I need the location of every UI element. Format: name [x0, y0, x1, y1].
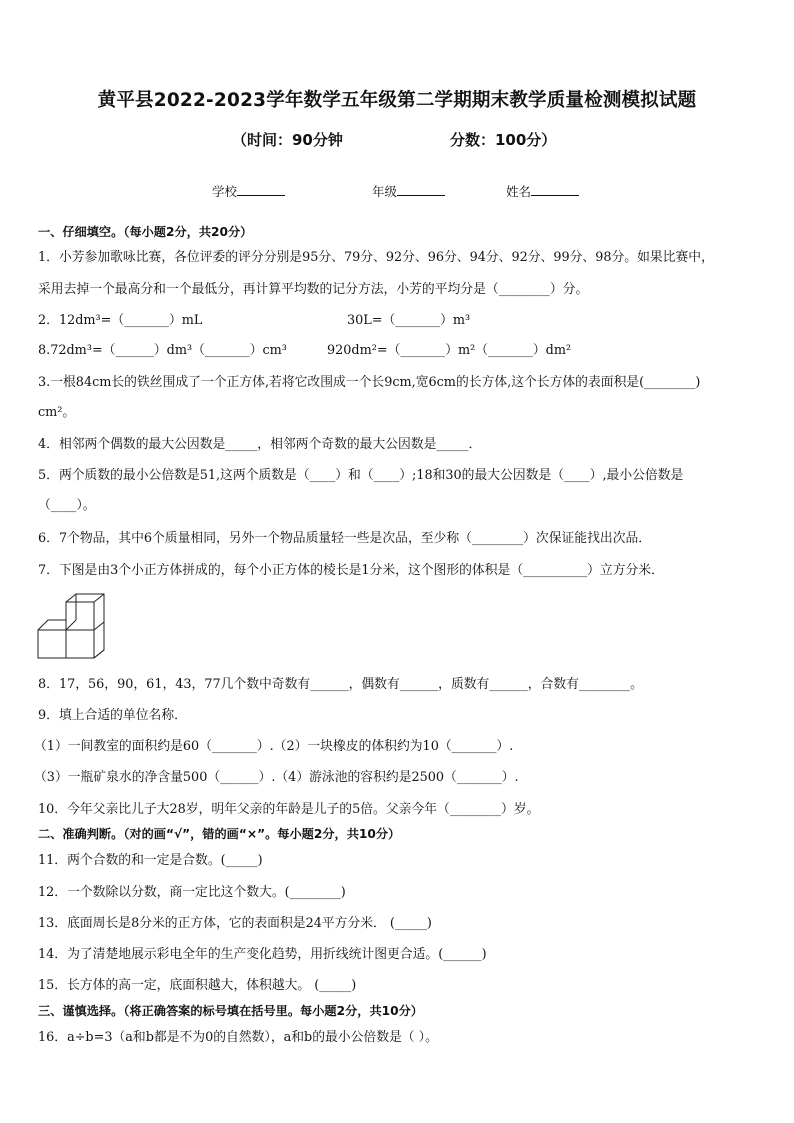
school-label: 学校 [212, 184, 238, 199]
question-9-line-2: （3）一瓶矿泉水的净含量500（______）.（4）游泳池的容积约是2500（_______）. [34, 770, 519, 785]
question-11: 11．两个合数的和一定是合数。(_____) [38, 853, 263, 868]
question-2-part-a1: 2．12dm³=（_______）mL [38, 313, 203, 328]
question-3-line-1: 3.一根84cm长的铁丝围成了一个正方体,若将它改围成一个长9cm,宽6cm的长方体,这个长方体的表面积是(________) [38, 375, 701, 390]
grade-blank[interactable] [397, 183, 445, 196]
question-10: 10．今年父亲比儿子大28岁，明年父亲的年龄是儿子的5倍。父亲今年（________）岁。 [38, 802, 540, 817]
question-9: 9．填上合适的单位名称． [38, 708, 187, 723]
grade-field[interactable] [372, 182, 445, 200]
question-6: 6．7个物品，其中6个质量相同，另外一个物品质量轻一些是次品，至少称（________）次保证能找出次品． [38, 531, 652, 546]
question-12: 12．一个数除以分数，商一定比这个数大。(________) [38, 885, 346, 900]
page-title: 黄平县2022-2023学年数学五年级第二学期期末教学质量检测模拟试题 [97, 90, 697, 111]
question-2-part-b1: 8.72dm³=（______）dm³（_______）cm³ [38, 343, 287, 358]
exam-score: 分数：100分） [450, 131, 557, 149]
school-blank[interactable] [237, 183, 285, 196]
question-7: 7．下图是由3个小正方体拼成的，每个小正方体的棱长是1分米，这个图形的体积是（__________）立方分米． [38, 563, 664, 578]
question-1-line-2: 采用去掉一个最高分和一个最低分，再计算平均数的记分方法，小芳的平均分是（________）分。 [38, 282, 589, 297]
question-5-line-2: （____）。 [38, 498, 96, 513]
question-3-line-2: cm²。 [38, 405, 76, 420]
question-2-part-a2: 30L=（_______）m³ [347, 313, 471, 328]
name-blank[interactable] [531, 183, 579, 196]
three-cubes-figure [36, 592, 106, 660]
exam-time: （时间：90分钟 [232, 131, 343, 149]
school-field[interactable] [212, 182, 285, 200]
question-2-part-b2: 920dm²=（_______）m²（_______）dm² [327, 343, 572, 358]
question-14: 14．为了清楚地展示彩电全年的生产变化趋势，用折线统计图更合适。(______) [38, 947, 487, 962]
question-8: 8．17，56，90，61，43，77几个数中奇数有______，偶数有______，质数有______，合数有________。 [38, 677, 643, 692]
name-field[interactable] [506, 182, 579, 200]
section-1-heading: 一、仔细填空。（每小题2分，共20分） [38, 225, 253, 239]
section-3-heading: 三、谨慎选择。（将正确答案的标号填在括号里。每小题2分，共10分） [38, 1004, 423, 1018]
question-15: 15．长方体的高一定，底面积越大，体积越大。 (_____) [38, 978, 357, 993]
question-13: 13．底面周长是8分米的正方体，它的表面积是24平方分米． (_____) [38, 916, 432, 931]
question-4: 4．相邻两个偶数的最大公因数是_____，相邻两个奇数的最大公因数是_____． [38, 437, 482, 452]
question-9-line-1: （1）一间教室的面积约是60（_______）.（2）一块橡皮的体积约为10（_______）. [34, 739, 514, 754]
cube-left-front [38, 630, 66, 658]
cube-right-front [66, 630, 94, 658]
name-label: 姓名 [506, 184, 532, 199]
grade-label: 年级 [372, 184, 398, 199]
question-1-line-1: 1．小芳参加歌咏比赛，各位评委的评分分别是95分、79分、92分、96分、94分、92分、99分、98分。如果比赛中， [38, 250, 714, 265]
question-16: 16．a÷b=3（a和b都是不为0的自然数），a和b的最小公倍数是（ ）。 [38, 1030, 438, 1045]
section-2-heading: 二、准确判断。（对的画“√”，错的画“×”。每小题2分，共10分） [38, 827, 401, 841]
question-5-line-1: 5．两个质数的最小公倍数是51,这两个质数是（____）和（____）;18和30的最大公因数是（____）,最小公倍数是 [38, 468, 684, 483]
